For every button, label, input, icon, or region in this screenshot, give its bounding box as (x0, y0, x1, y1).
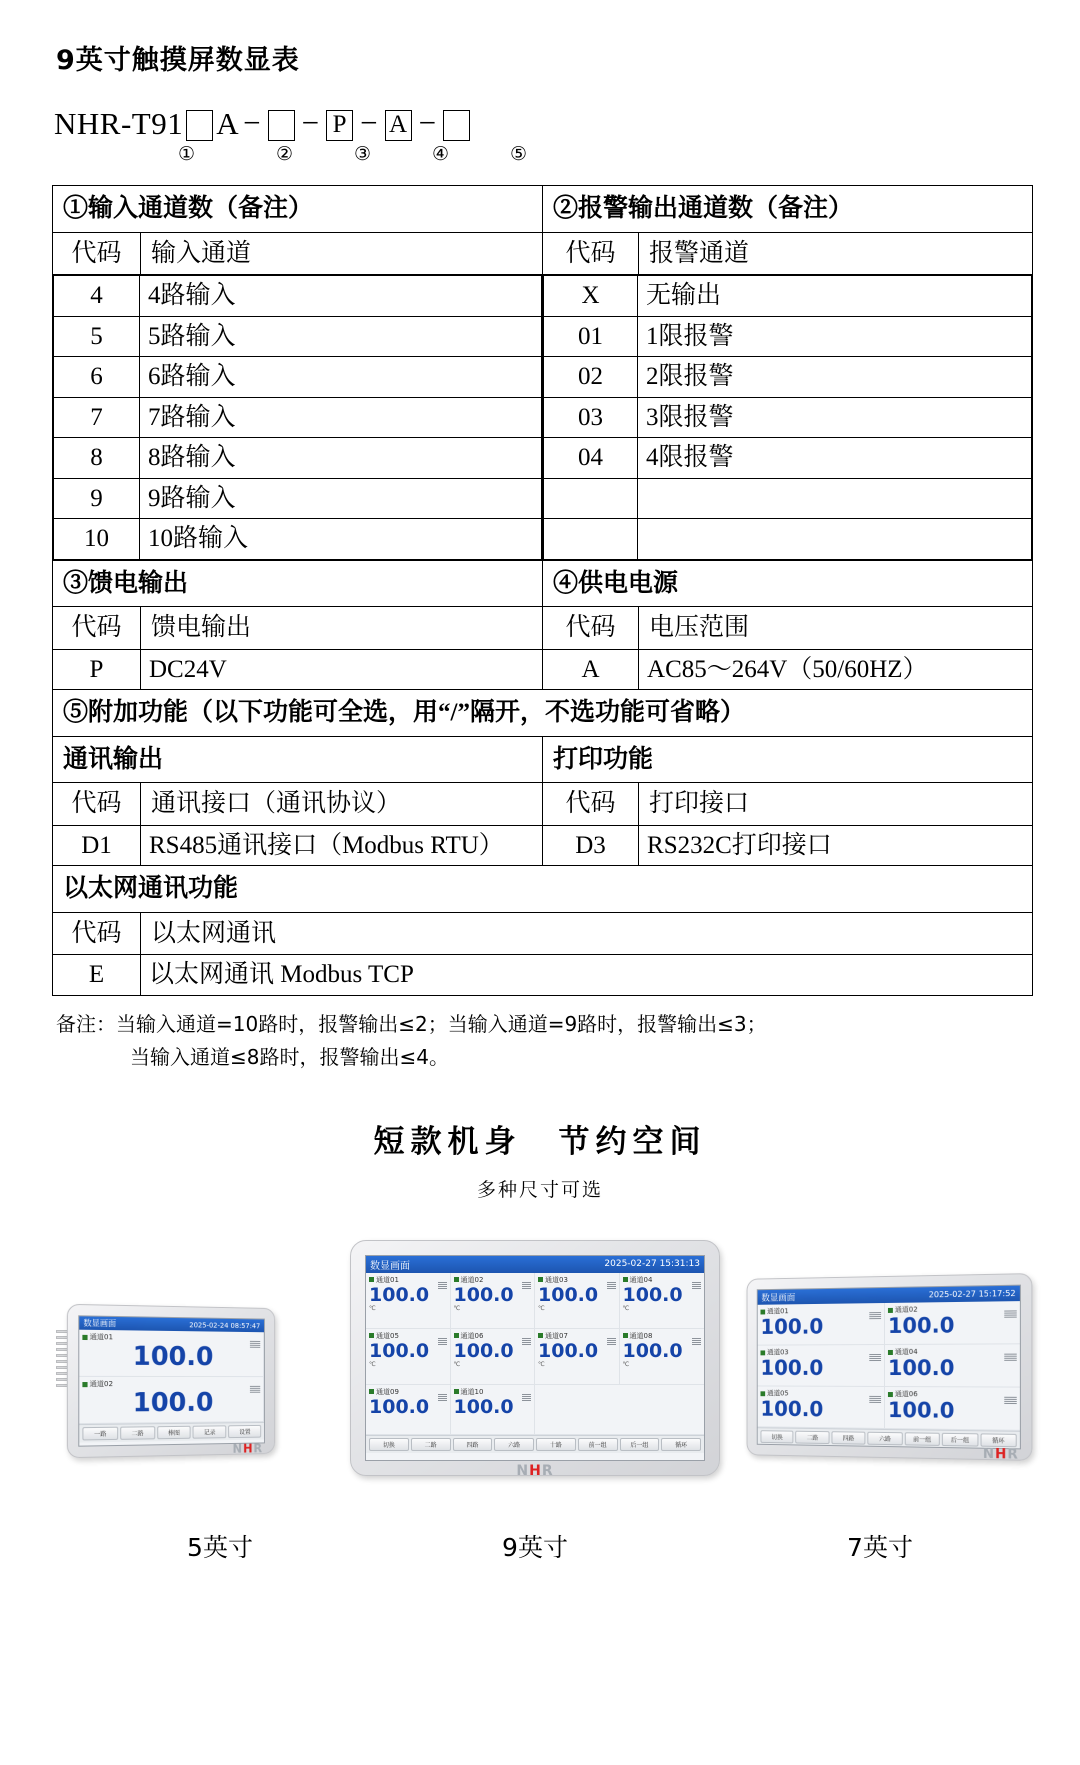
status-dot-icon (538, 1277, 543, 1282)
model-dash-3: − (360, 105, 378, 140)
device-9inch-cell-7-unit: ℃ (538, 1361, 545, 1369)
ethernet-desc-e: 以太网通讯 Modbus TCP (141, 955, 1033, 996)
alarm-desc-03: 3限报警 (638, 397, 1032, 438)
device-9inch-cell-1[interactable] (366, 1273, 451, 1329)
device-9inch-cell-5[interactable] (366, 1329, 451, 1385)
device-5inch-button-1[interactable]: 一路 (82, 1426, 118, 1440)
device-9inch-cell-8[interactable] (620, 1329, 705, 1385)
status-dot-icon (454, 1277, 459, 1282)
input-code-5: 5 (54, 316, 140, 357)
device-5inch-timestamp: 2025-02-24 08:57:47 (189, 1320, 261, 1330)
promo-title: 短款机身 节约空间 (373, 1123, 707, 1160)
device-7inch-cell-1-bars (869, 1312, 881, 1319)
list-item (544, 519, 1032, 560)
input-code-4: 4 (54, 276, 140, 317)
device-5inch-caption: 5英寸 (187, 1532, 253, 1562)
subsection-header-ethernet: 以太网通讯功能 (53, 866, 1033, 913)
device-7inch (740, 1276, 1030, 1463)
device-7inch-screen[interactable] (757, 1284, 1021, 1449)
device-7inch-cells (758, 1301, 1020, 1431)
model-markers (54, 143, 1030, 171)
device-7inch-button-4[interactable]: 六路 (868, 1431, 903, 1445)
footnote-line-2: 当输入通道≤8路时，报警输出≤4。 (130, 1044, 449, 1069)
device-9inch-cell-3-value: 100.0 (538, 1283, 599, 1306)
list-item (544, 397, 1032, 438)
device-7inch-cell-5-name: 通道05 (767, 1388, 789, 1397)
device-9inch-titlebar (366, 1256, 704, 1273)
col-header-code-comm: 代码 (53, 783, 141, 826)
device-9inch-cell-7-name: 通道07 (545, 1331, 568, 1340)
device-7inch-cell-6-value: 100.0 (887, 1397, 955, 1423)
device-9inch-cell-1-name: 通道01 (376, 1275, 399, 1284)
device-7inch-cell-2-bars (1004, 1310, 1016, 1317)
device-9inch-cell-4-unit: ℃ (622, 1305, 630, 1313)
device-9inch-button-8[interactable]: 循环 (661, 1438, 701, 1451)
device-9inch-cell-7[interactable] (535, 1329, 620, 1385)
device-9inch-screen-title: 数显画面 (370, 1260, 410, 1272)
device-7inch-cell-4-name: 通道04 (894, 1347, 918, 1356)
device-9inch-cell-8-bars (692, 1338, 701, 1345)
device-9inch-cell-7-value: 100.0 (538, 1339, 599, 1362)
status-dot-icon (760, 1390, 765, 1395)
device-9inch-button-6[interactable]: 前一组 (578, 1438, 618, 1451)
table-row (53, 825, 1033, 866)
device-9inch-cell-10-value: 100.0 (453, 1395, 514, 1418)
device-9inch-cell-2-bars (522, 1282, 531, 1289)
device-9inch-cell-9[interactable] (366, 1385, 451, 1435)
device-9inch-cell-5-unit: ℃ (369, 1361, 376, 1369)
model-box-3: P (326, 110, 353, 141)
device-7inch-logo: NHR (982, 1446, 1019, 1463)
device-7inch-cell-5-bars (869, 1395, 881, 1402)
device-9inch-cell-5-name: 通道05 (376, 1331, 399, 1340)
status-dot-icon (369, 1389, 374, 1394)
device-9inch-cell-2-name: 通道02 (460, 1275, 484, 1284)
section-header-feed: ③馈电输出 (53, 560, 543, 607)
device-9inch-cell-2[interactable] (451, 1273, 536, 1329)
list-item (544, 357, 1032, 398)
section-header-power: ④供电电源 (543, 560, 1033, 607)
model-mid-letter: A (216, 106, 240, 141)
device-7inch-cell-2[interactable] (885, 1301, 1020, 1345)
device-9inch-timestamp: 2025-02-27 15:31:13 (604, 1259, 700, 1269)
status-dot-icon (888, 1391, 893, 1396)
model-box-2 (268, 110, 295, 141)
comm-desc-d1: RS485通讯接口（Modbus RTU） (141, 825, 543, 866)
device-9inch-button-2[interactable]: 二路 (411, 1438, 451, 1451)
device-7inch-button-7[interactable]: 循环 (980, 1433, 1017, 1447)
input-rows-table (53, 275, 542, 560)
device-7inch-cell-1-name: 通道01 (767, 1306, 789, 1315)
device-9inch-cell-empty (535, 1385, 704, 1435)
status-dot-icon (454, 1333, 459, 1338)
alarm-desc-x: 无输出 (638, 276, 1032, 317)
section-header-alarm: ②报警输出通道数（备注） (543, 186, 1033, 233)
input-desc-10: 10路输入 (140, 519, 542, 560)
device-7inch-cell-3-name: 通道03 (767, 1347, 789, 1356)
feed-code-p: P (53, 649, 141, 690)
list-item (544, 478, 1032, 519)
alarm-code-03: 03 (544, 397, 638, 438)
device-9inch-cell-2-unit: ℃ (453, 1305, 461, 1313)
device-7inch-button-3[interactable]: 四路 (831, 1431, 865, 1444)
alarm-code-04: 04 (544, 438, 638, 479)
device-9inch-cell-3-name: 通道03 (545, 1275, 568, 1284)
table-row (53, 912, 1033, 955)
alarm-desc-02: 2限报警 (638, 357, 1032, 398)
list-item (54, 316, 542, 357)
device-9inch (350, 1240, 720, 1479)
device-9inch-cell-3-bars (607, 1282, 616, 1289)
device-9inch-cell-10-bars (522, 1394, 531, 1401)
device-7inch-bezel (747, 1273, 1033, 1461)
table-row (53, 186, 1033, 233)
list-item (54, 438, 542, 479)
device-7inch-cell-1[interactable] (758, 1303, 885, 1346)
device-5inch-cell-2-value: 100.0 (132, 1387, 214, 1418)
status-dot-icon (369, 1333, 374, 1338)
device-7inch-cell-6[interactable] (885, 1387, 1020, 1431)
col-header-code-feed: 代码 (53, 607, 141, 650)
status-dot-icon (82, 1334, 87, 1339)
device-5inch-cell-1-bars (250, 1340, 260, 1347)
col-header-desc-ethernet: 以太网通讯 (141, 912, 1033, 955)
marker-3: ③ (354, 144, 372, 165)
device-9inch-caption: 9英寸 (502, 1532, 568, 1562)
device-9inch-cell-4[interactable] (620, 1273, 705, 1329)
device-5inch-cells (79, 1329, 264, 1423)
status-dot-icon (760, 1349, 765, 1354)
print-code-d3: D3 (543, 825, 639, 866)
device-9inch-cells (366, 1273, 704, 1435)
col-header-code-ethernet: 代码 (53, 912, 141, 955)
device-9inch-cell-4-value: 100.0 (622, 1283, 683, 1306)
device-9inch-cell-8-value: 100.0 (622, 1339, 683, 1362)
device-9inch-cell-7-bars (607, 1338, 616, 1345)
table-row (53, 607, 1033, 650)
input-desc-6: 6路输入 (140, 357, 542, 398)
input-desc-7: 7路输入 (140, 397, 542, 438)
device-9inch-cell-1-unit: ℃ (369, 1305, 376, 1313)
device-7inch-button-5[interactable]: 前一组 (904, 1432, 939, 1446)
device-9inch-cell-3[interactable] (535, 1273, 620, 1329)
status-dot-icon (369, 1277, 374, 1282)
alarm-rows-cell (543, 275, 1033, 561)
table-row (53, 783, 1033, 826)
status-dot-icon (454, 1389, 459, 1394)
input-desc-9: 9路输入 (140, 478, 542, 519)
device-7inch-cell-4[interactable] (885, 1344, 1020, 1387)
list-item (54, 276, 542, 317)
device-7inch-cell-1-value: 100.0 (760, 1314, 824, 1339)
print-desc-d3: RS232C打印接口 (639, 825, 1033, 866)
device-9inch-button-7[interactable]: 后一组 (620, 1438, 660, 1451)
feed-desc-p: DC24V (141, 649, 543, 690)
device-5inch-buttons (79, 1421, 264, 1442)
device-5inch-cell-2-name: 通道02 (82, 1378, 260, 1388)
comm-code-d1: D1 (53, 825, 141, 866)
device-7inch-timestamp: 2025-02-27 15:17:52 (928, 1288, 1016, 1299)
device-9inch-button-3[interactable]: 四路 (453, 1438, 493, 1451)
table-row (53, 866, 1033, 913)
device-7inch-cell-5-value: 100.0 (760, 1396, 824, 1421)
device-7inch-cell-3-value: 100.0 (760, 1355, 824, 1380)
device-9inch-cell-6-unit: ℃ (453, 1361, 461, 1369)
device-7inch-button-2[interactable]: 二路 (796, 1430, 830, 1443)
page-title: 9英寸触摸屏数显表 (56, 45, 300, 76)
list-item (54, 397, 542, 438)
list-item (54, 357, 542, 398)
status-dot-icon (760, 1309, 765, 1314)
device-9inch-cell-1-bars (438, 1282, 447, 1289)
device-9inch-cell-9-value: 100.0 (369, 1395, 430, 1418)
device-9inch-cell-8-unit: ℃ (622, 1361, 630, 1369)
spec-table (52, 185, 1033, 996)
device-7inch-cell-6-name: 通道06 (894, 1389, 918, 1398)
device-5inch-cell-2[interactable] (79, 1376, 264, 1423)
alarm-code-x: X (544, 276, 638, 317)
device-7inch-cell-5[interactable] (758, 1386, 885, 1429)
device-5inch-button-4[interactable]: 记录 (193, 1425, 226, 1438)
device-5inch-cell-2-bars (250, 1385, 260, 1392)
device-5inch (68, 1306, 280, 1456)
status-dot-icon (538, 1333, 543, 1338)
model-box-5 (443, 110, 470, 141)
device-7inch-caption: 7英寸 (847, 1532, 913, 1562)
alarm-code-01: 01 (544, 316, 638, 357)
col-header-desc-power: 电压范围 (639, 607, 1033, 650)
col-header-code-alarm: 代码 (543, 232, 639, 275)
device-9inch-bezel (350, 1240, 720, 1479)
status-dot-icon (623, 1333, 628, 1338)
device-9inch-cell-8-name: 通道08 (629, 1331, 653, 1340)
power-desc-a: AC85～264V（50/60HZ） (639, 649, 1033, 690)
ethernet-code-e: E (53, 955, 141, 996)
marker-2: ② (276, 144, 294, 165)
alarm-code-02: 02 (544, 357, 638, 398)
status-dot-icon (888, 1349, 893, 1354)
input-code-9: 9 (54, 478, 140, 519)
alarm-desc-01: 1限报警 (638, 316, 1032, 357)
table-row (53, 232, 1033, 275)
alarm-rows-table (543, 275, 1032, 560)
device-9inch-button-5[interactable]: 十路 (536, 1438, 576, 1451)
device-5inch-button-3[interactable]: 棒图 (157, 1425, 191, 1438)
alarm-desc-04: 4限报警 (638, 438, 1032, 479)
status-dot-icon (888, 1307, 893, 1312)
promo-block (50, 1116, 1030, 1202)
device-9inch-cell-5-bars (438, 1338, 447, 1345)
device-9inch-cell-5-value: 100.0 (369, 1339, 430, 1362)
input-desc-8: 8路输入 (140, 438, 542, 479)
model-code-row (54, 95, 1030, 141)
device-9inch-cell-4-bars (692, 1282, 701, 1289)
table-row (53, 649, 1033, 690)
input-code-10: 10 (54, 519, 140, 560)
table-row (53, 690, 1033, 737)
device-9inch-screen[interactable] (365, 1255, 705, 1461)
subsection-header-comm: 通讯输出 (53, 736, 543, 783)
col-header-desc-input: 输入通道 (141, 232, 543, 275)
input-code-7: 7 (54, 397, 140, 438)
device-9inch-cell-1-value: 100.0 (369, 1283, 430, 1306)
col-header-desc-alarm: 报警通道 (639, 232, 1033, 275)
device-7inch-cell-3-bars (869, 1354, 881, 1361)
device-9inch-cell-3-unit: ℃ (538, 1305, 545, 1313)
device-9inch-cell-6-name: 通道06 (460, 1331, 484, 1340)
col-header-desc-print: 打印接口 (639, 783, 1033, 826)
status-dot-icon (82, 1381, 87, 1386)
footnote-line-1: 备注：当输入通道=10路时，报警输出≤2；当输入通道=9路时，报警输出≤3； (56, 1011, 767, 1036)
device-9inch-button-1[interactable]: 切换 (369, 1438, 409, 1451)
col-header-code-input: 代码 (53, 232, 141, 275)
device-7inch-button-1[interactable]: 切换 (760, 1430, 793, 1443)
marker-5: ⑤ (510, 144, 528, 165)
device-9inch-cell-6-value: 100.0 (453, 1339, 514, 1362)
device-9inch-cell-9-name: 通道09 (376, 1387, 399, 1396)
col-header-code-print: 代码 (543, 783, 639, 826)
model-prefix: NHR-T91 (54, 106, 184, 141)
device-5inch-cell-1-value: 100.0 (132, 1341, 214, 1372)
list-item (544, 438, 1032, 479)
device-7inch-cell-3[interactable] (758, 1345, 885, 1387)
device-7inch-screen-title: 数显画面 (761, 1292, 796, 1304)
section-header-extra: ⑤附加功能（以下功能可全选，用“/”隔开，不选功能可省略） (53, 690, 1033, 737)
marker-4: ④ (432, 144, 450, 165)
device-5inch-logo: NHR (232, 1440, 264, 1456)
device-5inch-cell-1-name: 通道01 (82, 1331, 260, 1343)
col-header-desc-comm: 通讯接口（通讯协议） (141, 783, 543, 826)
model-dash-2: − (301, 105, 320, 140)
status-dot-icon (623, 1277, 628, 1282)
product-photos (50, 1228, 1030, 1562)
list-item (54, 478, 542, 519)
device-5inch-button-5[interactable]: 设置 (228, 1424, 261, 1437)
table-row (53, 736, 1033, 783)
table-row (53, 275, 1033, 561)
marker-1: ① (178, 144, 196, 165)
section-header-input: ①输入通道数（备注） (53, 186, 543, 233)
list-item (544, 316, 1032, 357)
device-5inch-screen-title: 数显画面 (83, 1317, 117, 1328)
subsection-header-print: 打印功能 (543, 736, 1033, 783)
input-desc-4: 4路输入 (140, 276, 542, 317)
device-5inch-button-2[interactable]: 二路 (120, 1426, 155, 1440)
col-header-code-power: 代码 (543, 607, 639, 650)
device-7inch-cell-2-value: 100.0 (887, 1312, 955, 1338)
device-9inch-cell-4-name: 通道04 (629, 1275, 653, 1284)
device-7inch-cell-6-bars (1004, 1396, 1016, 1403)
device-9inch-cell-6-bars (522, 1338, 531, 1345)
input-desc-5: 5路输入 (140, 316, 542, 357)
device-9inch-cell-10-name: 通道10 (460, 1387, 484, 1396)
input-code-8: 8 (54, 438, 140, 479)
device-7inch-cell-4-value: 100.0 (887, 1355, 955, 1380)
device-5inch-cell-1[interactable] (79, 1329, 264, 1376)
device-9inch-logo: NHR (516, 1462, 554, 1479)
input-rows-cell (53, 275, 543, 561)
power-code-a: A (543, 649, 639, 690)
list-item (544, 276, 1032, 317)
model-box-4: A (385, 110, 412, 141)
device-7inch-button-6[interactable]: 后一组 (942, 1432, 978, 1446)
model-dash-1: − (243, 105, 261, 140)
device-9inch-cell-9-bars (438, 1394, 447, 1401)
device-5inch-screen[interactable] (78, 1315, 265, 1446)
promo-subtitle: 多种尺寸可选 (476, 1178, 603, 1201)
device-9inch-buttons (366, 1435, 704, 1453)
device-9inch-cell-10[interactable] (451, 1385, 536, 1435)
device-9inch-cell-2-value: 100.0 (453, 1283, 514, 1306)
model-box-1 (186, 110, 213, 141)
input-code-6: 6 (54, 357, 140, 398)
device-9inch-cell-6[interactable] (451, 1329, 536, 1385)
device-9inch-button-4[interactable]: 六路 (494, 1438, 534, 1451)
table-row (53, 560, 1033, 607)
device-5inch-bezel (67, 1303, 275, 1457)
list-item (54, 519, 542, 560)
model-dash-4: − (418, 105, 437, 140)
device-7inch-cell-4-bars (1004, 1353, 1016, 1360)
col-header-desc-feed: 馈电输出 (141, 607, 543, 650)
table-row (53, 955, 1033, 996)
footnote (56, 1008, 1030, 1074)
device-7inch-cell-2-name: 通道02 (894, 1305, 918, 1314)
